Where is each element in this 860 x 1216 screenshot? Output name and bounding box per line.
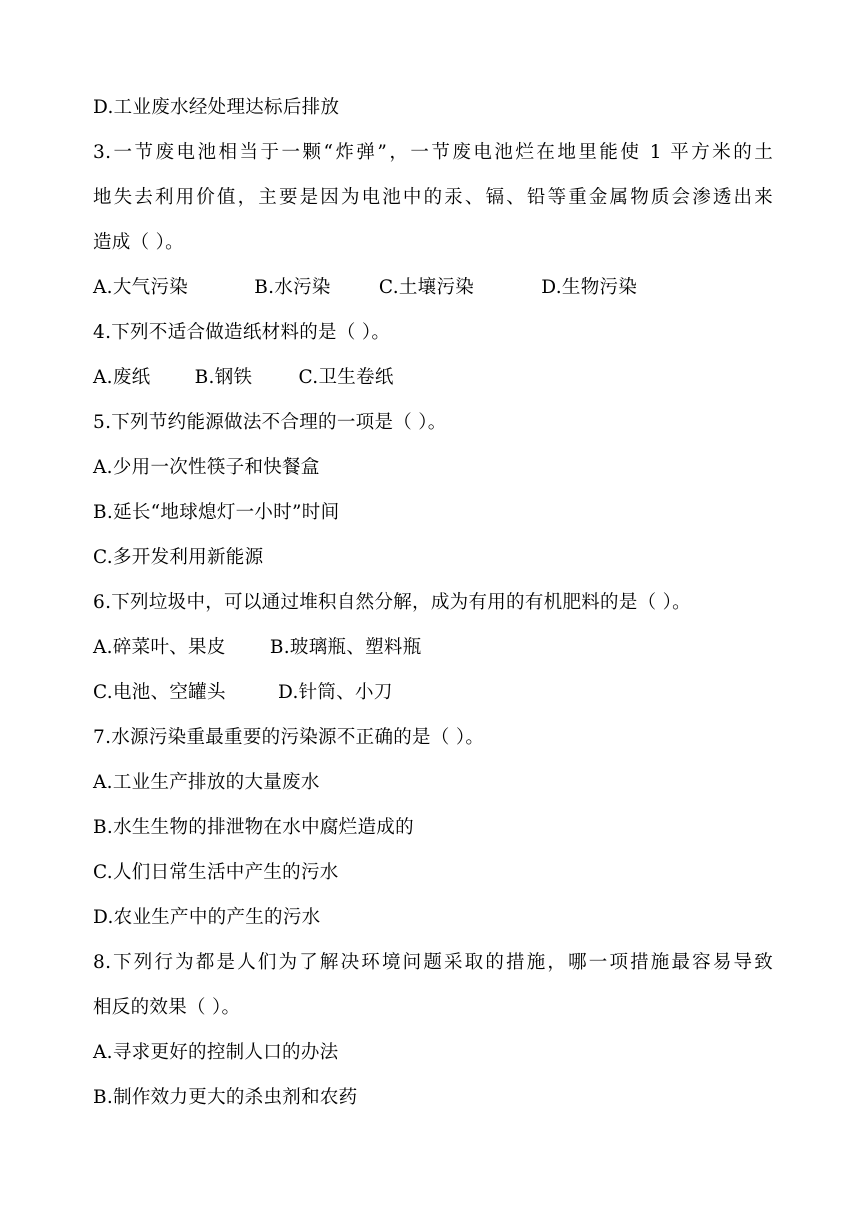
q3-stem-line-1: 3.一节废电池相当于一颗“炸弹”，一节废电池烂在地里能使 1 平方米的土 [93, 142, 773, 163]
q2-option-d: D.工业废水经处理达标后排放 [93, 97, 340, 118]
q3-option-b: B.水污染 [254, 277, 331, 298]
q3-option-c: C.土壤污染 [378, 277, 475, 298]
q4-option-a: A.废纸 [93, 367, 151, 388]
q4-option-c: C.卫生卷纸 [298, 367, 394, 388]
q3-option-d: D.生物污染 [541, 277, 638, 298]
q7-stem: 7.水源污染重最重要的污染源不正确的是（ ）。 [93, 727, 485, 748]
q6-options-row-2 [93, 670, 773, 715]
question-list [93, 85, 773, 1120]
q6-options-row-1 [93, 625, 773, 670]
q8-stem-line-2: 相反的效果（ ）。 [93, 997, 241, 1018]
q3-stem-line-3: 造成（ ）。 [93, 232, 184, 253]
q6-stem: 6.下列垃圾中，可以通过堆积自然分解，成为有用的有机肥料的是（ ）。 [93, 592, 691, 613]
q5-option-b: B.延长“地球熄灯一小时”时间 [93, 502, 340, 523]
q7-option-b: B.水生生物的排泄物在水中腐烂造成的 [93, 817, 414, 838]
q7-option-a: A.工业生产排放的大量废水 [93, 772, 320, 793]
q8-option-a: A.寻求更好的控制人口的办法 [93, 1042, 339, 1063]
q6-option-d: D.针筒、小刀 [277, 682, 393, 703]
q4-option-b: B.钢铁 [194, 367, 253, 388]
q6-option-a: A.碎菜叶、果皮 [93, 637, 226, 658]
q3-stem-line-2: 地失去利用价值，主要是因为电池中的汞、镉、铅等重金属物质会渗透出来 [93, 187, 773, 208]
q5-stem: 5.下列节约能源做法不合理的一项是（ ）。 [93, 412, 447, 433]
q8-option-b: B.制作效力更大的杀虫剂和农药 [93, 1087, 358, 1108]
q6-option-b: B.玻璃瓶、塑料瓶 [269, 637, 422, 658]
q5-option-c: C.多开发利用新能源 [93, 547, 264, 568]
q8-stem-line-1: 8.下列行为都是人们为了解决环境问题采取的措施，哪一项措施最容易导致 [93, 952, 773, 973]
q6-option-c: C.电池、空罐头 [93, 682, 226, 703]
q3-options-row [93, 265, 773, 310]
q4-options-row [93, 355, 773, 400]
q4-stem: 4.下列不适合做造纸材料的是（ ）。 [93, 322, 391, 343]
q3-option-a: A.大气污染 [93, 277, 189, 298]
q5-option-a: A.少用一次性筷子和快餐盒 [93, 457, 320, 478]
q7-option-c: C.人们日常生活中产生的污水 [93, 862, 339, 883]
q7-option-d: D.农业生产中的产生的污水 [93, 907, 321, 928]
